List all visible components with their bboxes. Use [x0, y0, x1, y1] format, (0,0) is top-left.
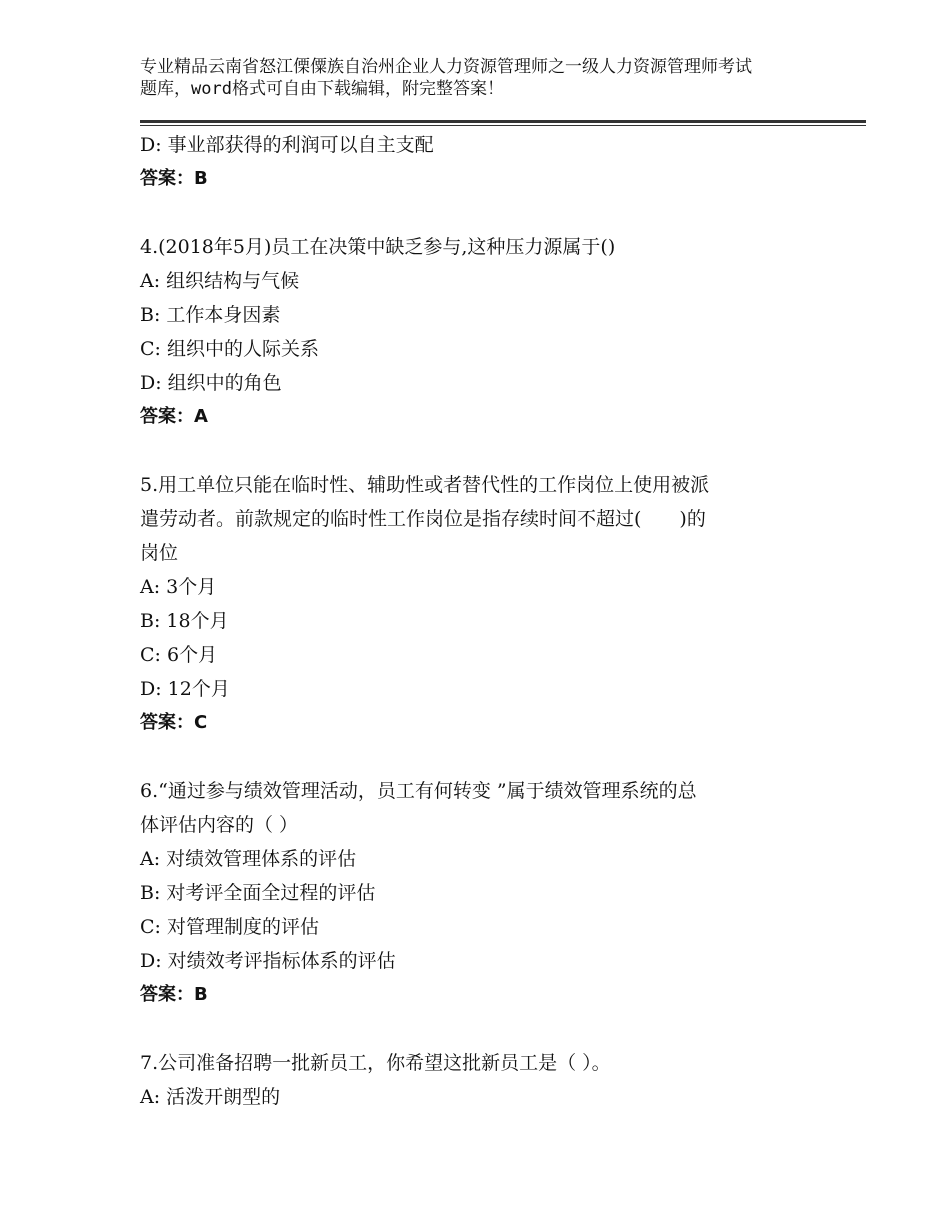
- spacer: [140, 196, 820, 230]
- question-4: [140, 230, 820, 434]
- answer-line: 答案：B: [140, 984, 208, 1005]
- previous-question-tail: [140, 128, 820, 196]
- option-d: D: 12个月: [140, 678, 230, 700]
- header-divider-thick: [140, 120, 866, 123]
- option-b: B: 工作本身因素: [140, 304, 281, 326]
- answer-line: 答案：B: [140, 168, 208, 189]
- option-a: A: 3个月: [140, 576, 217, 598]
- question-stem: 遣劳动者。前款规定的临时性工作岗位是指存续时间不超过( )的: [140, 508, 706, 530]
- question-stem: 体评估内容的（ ）: [140, 814, 299, 836]
- option-b: B: 对考评全面全过程的评估: [140, 882, 376, 904]
- header-divider-thin: [140, 125, 866, 126]
- header-title-line-2: 题库，word格式可自由下载编辑，附完整答案！: [140, 79, 504, 99]
- question-stem: 岗位: [140, 542, 179, 564]
- spacer: [140, 1012, 820, 1046]
- question-stem: 4.(2018年5月)员工在决策中缺乏参与,这种压力源属于(): [140, 236, 616, 258]
- question-stem: 6.“通过参与绩效管理活动，员工有何转变 ”属于绩效管理系统的总: [140, 780, 697, 802]
- option-c: C: 组织中的人际关系: [140, 338, 319, 360]
- question-6: [140, 774, 820, 1012]
- question-content: [140, 128, 820, 1114]
- option-d: D: 对绩效考评指标体系的评估: [140, 950, 396, 972]
- question-7: [140, 1046, 820, 1114]
- option-d: D: 组织中的角色: [140, 372, 282, 394]
- option-a: A: 对绩效管理体系的评估: [140, 848, 357, 870]
- answer-line: 答案：A: [140, 406, 208, 427]
- header-title-line-1: 专业精品云南省怒江傈僳族自治州企业人力资源管理师之一级人力资源管理师考试: [140, 57, 752, 77]
- option-a: A: 活泼开朗型的: [140, 1086, 281, 1108]
- option-a: A: 组织结构与气候: [140, 270, 300, 292]
- question-stem: 7.公司准备招聘一批新员工，你希望这批新员工是（ ）。: [140, 1052, 611, 1074]
- option-d: D: 事业部获得的利润可以自主支配: [140, 134, 434, 156]
- option-c: C: 6个月: [140, 644, 218, 666]
- spacer: [140, 434, 820, 468]
- answer-line: 答案：C: [140, 712, 208, 733]
- spacer: [140, 740, 820, 774]
- option-b: B: 18个月: [140, 610, 229, 632]
- question-stem: 5.用工单位只能在临时性、辅助性或者替代性的工作岗位上使用被派: [140, 474, 710, 496]
- question-5: [140, 468, 820, 740]
- page-header: [140, 56, 830, 100]
- option-c: C: 对管理制度的评估: [140, 916, 319, 938]
